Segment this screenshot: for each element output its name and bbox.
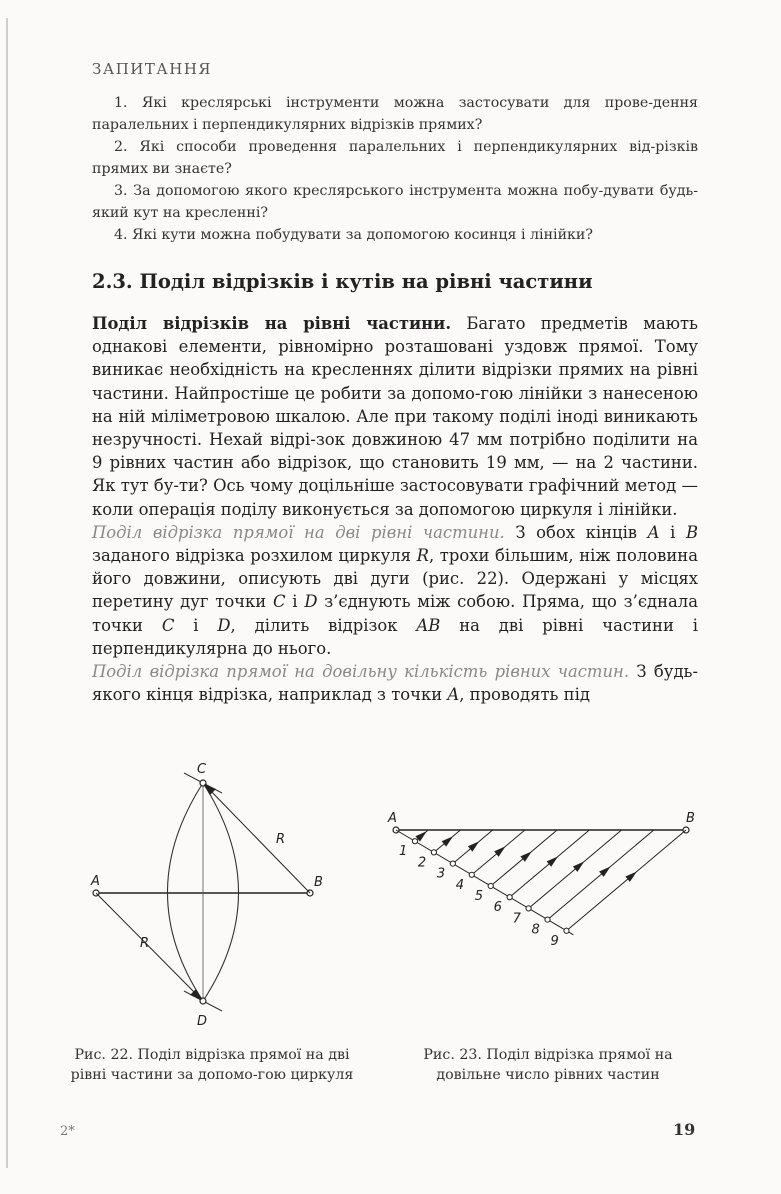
- paragraph-3-lead: Поділ відрізка прямої на довільну кількість рівних частин.: [92, 662, 630, 682]
- ray-point-6: [507, 895, 512, 900]
- question-2: 2. Які способи проведення паралельних і перпендикулярних від-різків прямих ви знаєте?: [92, 139, 698, 177]
- var-b: B: [685, 522, 698, 542]
- label-a: A: [91, 874, 100, 889]
- paragraph-2: [92, 521, 698, 660]
- radius-top-arrow: [204, 784, 216, 795]
- ray-number-4: 4: [455, 877, 465, 893]
- var-c: C: [272, 592, 286, 612]
- parallel-line-9: [566, 830, 686, 931]
- paragraph-2-text: і: [285, 592, 305, 612]
- figure-22-caption: Рис. 22. Поділ відрізка прямої на дві рівні частини за допомо-гою циркуля: [70, 1047, 354, 1083]
- arc-from-b: [168, 783, 204, 1001]
- figure-23-drawing: [380, 800, 710, 980]
- parallel-line-8: [548, 830, 654, 920]
- ray-point-3: [450, 861, 455, 866]
- division-lines: [399, 830, 686, 949]
- ray-number-6: 6: [493, 900, 502, 916]
- paragraph-2-text: З обох кінців: [504, 522, 648, 542]
- var-r: R: [416, 546, 429, 566]
- radius-top: [206, 786, 310, 893]
- paragraph-3-text: , проводять під: [459, 685, 590, 705]
- parallel-arrow-4: [494, 846, 505, 856]
- ray-number-8: 8: [531, 922, 540, 938]
- ray-point-5: [488, 883, 493, 888]
- page-edge: [6, 18, 8, 1168]
- label-b: B: [314, 875, 323, 890]
- ray-number-1: 1: [398, 844, 408, 860]
- ray-point-2: [431, 850, 436, 855]
- questions-list: [92, 92, 698, 246]
- label-r-bottom: R: [140, 936, 150, 951]
- question-4: 4. Які кути можна побудувати за допомогою косинця і лінійки?: [114, 227, 593, 243]
- ray-number-7: 7: [512, 911, 521, 927]
- ray-number-9: 9: [550, 933, 559, 949]
- ray-number-5: 5: [474, 888, 483, 904]
- body-text: [92, 312, 698, 706]
- parallel-arrow-3: [468, 841, 479, 851]
- paragraph-2-text: , трохи більшим, ніж половина його довжини, описують дві дуги (рис. 22). Одержані у місцях перетину дуг точки: [92, 546, 698, 612]
- page-number: 19: [673, 1120, 696, 1139]
- label-r-top: R: [276, 832, 286, 847]
- parallel-arrow-8: [599, 866, 610, 876]
- section-title: 2.3. Поділ відрізків і кутів на рівні частини: [92, 270, 593, 293]
- ray-point-1: [412, 839, 417, 844]
- paragraph-3: [92, 660, 698, 706]
- parallel-arrow-2: [442, 836, 453, 846]
- label-b: B: [686, 811, 695, 826]
- question-1: 1. Які креслярські інструменти можна застосувати для прове-дення паралельних і перпендикулярних відрізків прямих?: [92, 95, 698, 133]
- var-d: D: [304, 592, 318, 612]
- var-d: D: [217, 615, 231, 635]
- ray-number-3: 3: [436, 866, 446, 882]
- paragraph-1-text: Багато предметів мають однакові елементи, рівномірно розташовані уздовж прямої. Тому виникає необхідність на кресленнях ділити відрізки прямих на рівні частини. Найпростіше це робити за допомо-гою лінійки з нанесеною на ній міліметровою шкалою. Але при такому поділі іноді виникають незручності. Нехай відрі-зок довжиною 47 мм потрібно поділити на 9 рівних частин або відрізок, що становить 19 мм, — на 2 частини. Як тут бу-ти? Ось чому доцільніше застосовувати графічний метод — коли операція поділу виконується за допомогою циркуля і лінійки.: [92, 314, 698, 519]
- ray-number-2: 2: [417, 855, 427, 871]
- parallel-arrow-7: [573, 861, 584, 871]
- paragraph-2-text: , ділить відрізок: [230, 615, 417, 635]
- paragraph-2-text: і: [174, 615, 218, 635]
- var-a: A: [647, 522, 660, 542]
- parallel-arrow-5: [520, 851, 531, 861]
- ray-point-8: [545, 917, 550, 922]
- parallel-arrow-9: [625, 871, 636, 881]
- var-ab: AB: [416, 615, 441, 635]
- questions-heading: ЗАПИТАННЯ: [92, 60, 213, 78]
- figure-23-caption: Рис. 23. Поділ відрізка прямої на довільне число рівних частин: [423, 1047, 673, 1083]
- var-c: C: [161, 615, 175, 635]
- paragraph-1: [92, 312, 698, 521]
- paragraph-1-lead: Поділ відрізків на рівні частини.: [92, 314, 452, 333]
- label-a: A: [388, 811, 397, 826]
- parallel-arrow-6: [547, 856, 558, 866]
- paragraph-2-text: на дві рівні частини і перпендикулярна до нього.: [92, 615, 698, 658]
- figure-22-drawing: [80, 755, 340, 1035]
- question-3: 3. За допомогою якого креслярського інструмента можна побу-дувати будь-який кут на кресленні?: [92, 183, 698, 221]
- label-d: D: [197, 1014, 208, 1029]
- paragraph-2-text: з’єднують між собою. Пряма, що з’єднала точки: [92, 592, 698, 635]
- radius-bottom-arrow: [190, 989, 202, 1000]
- signature-mark: 2*: [60, 1124, 75, 1139]
- arc-from-a: [203, 783, 239, 1001]
- paragraph-2-text: заданого відрізка розхилом циркуля: [92, 546, 417, 566]
- paragraph-2-text: і: [659, 522, 686, 542]
- label-c: C: [197, 762, 207, 777]
- figure-22: [80, 755, 340, 1035]
- var-a: A: [447, 685, 460, 705]
- ray-point-7: [526, 906, 531, 911]
- ray-point-4: [469, 872, 474, 877]
- paragraph-3-text: З будь-якого кінця відрізка, наприклад з точки: [92, 662, 698, 705]
- figure-23: [380, 800, 710, 980]
- paragraph-2-lead: Поділ відрізка прямої на дві рівні частини.: [92, 522, 505, 542]
- ray-point-9: [564, 928, 569, 933]
